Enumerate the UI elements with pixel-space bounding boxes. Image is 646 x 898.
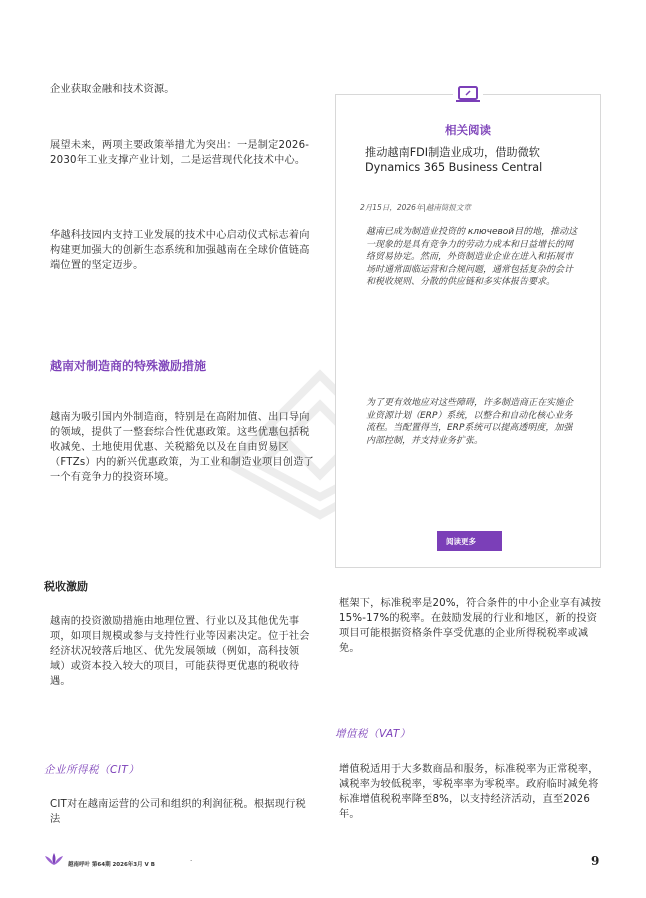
section-heading-incentives: 越南对制造商的特殊激励措施	[50, 359, 207, 373]
section-heading-tax: 税收激励	[44, 580, 88, 593]
lotus-logo-icon	[44, 852, 64, 866]
related-article-excerpt-1: 越南已成为制造业投资的 ключевой目的地，推动这一现象的是具有竞争力的劳动力成本和日益增长的网络贸易协定。然而，外资制造业企业在进入和拓展市场时通常面临运营和合规问题，通常包括复杂的会计和税收规则、分散的供应链和多实体报告要求。	[366, 227, 578, 287]
related-article-headline[interactable]: 推动越南FDI制造业成功，借助微软Dynamics 365 Business Central	[365, 146, 543, 174]
footer-dot: ·	[190, 857, 193, 865]
paragraph-vat: 增值税适用于大多数商品和服务，标准税率为正常税率，减税率为较低税率，零税率率为零税率。政府临时减免将标准增值税税率降至8%，以支持经济活动，直至2026年。	[339, 764, 599, 820]
laptop-icon	[453, 82, 483, 106]
page-number: 9	[591, 854, 600, 868]
paragraph-cit-rates: 框架下，标准税率是20%，符合条件的中小企业享有减按15%-17%的税率。在鼓励发展的行业和地区，新的投资项目可能根据资格条件享受优惠的企业所得税税率或减免。	[339, 598, 602, 654]
paragraph-tech-center: 华越科技园内支持工业发展的技术中心启动仪式标志着向构建更加强大的创新生态系统和加强越南在全球价值链高端位置的坚定迈步。	[50, 230, 310, 271]
related-reading-title: 相关阅读	[445, 123, 491, 137]
footer-publication: 越南呼叶 第64期 2026年3月 V B	[68, 862, 155, 868]
paragraph-outlook: 展望未来，两项主要政策举措尤为突出：一是制定2026-2030年工业支撑产业计划，二是运营现代化技术中心。	[50, 140, 310, 166]
related-article-excerpt-2: 为了更有效地应对这些障碍，许多制造商正在实施企业资源计划（ERP）系统，以整合和自动化核心业务流程。当配置得当，ERP系统可以提高透明度，加强内部控制，并支持业务扩张。	[366, 398, 574, 446]
paragraph-tax-incentives: 越南的投资激励措施由地理位置、行业以及其他优先事项，如项目规模或参与支持性行业等因素决定。位于社会经济状况较落后地区、优先发展领域（例如，高科技领域）或资本投入较大的项目，可能获得更优惠的税收待遇。	[50, 616, 310, 687]
subheading-vat: 增值税（VAT）	[335, 728, 411, 740]
paragraph-cit: CIT对在越南运营的公司和组织的利润征税。根据现行税法	[50, 799, 306, 825]
subheading-cit: 企业所得税（CIT）	[44, 764, 140, 776]
sidebar-icon-wrap	[453, 82, 483, 106]
read-more-button[interactable]: 阅读更多	[437, 531, 502, 551]
paragraph-intro-tail: 企业获取金融和技术资源。	[50, 84, 175, 95]
paragraph-incentives: 越南为吸引国内外制造商，特别是在高附加值、出口导向的领域，提供了一整套综合性优惠政策。这些优惠包括税收减免、土地使用优惠、关税豁免以及在自由贸易区（FTZs）内的新兴优惠政策，为工业和制造业项目创造了一个有竞争力的投资环境。	[50, 412, 314, 483]
related-article-date: 2月15日，2026年|越南简报文章	[360, 203, 471, 212]
